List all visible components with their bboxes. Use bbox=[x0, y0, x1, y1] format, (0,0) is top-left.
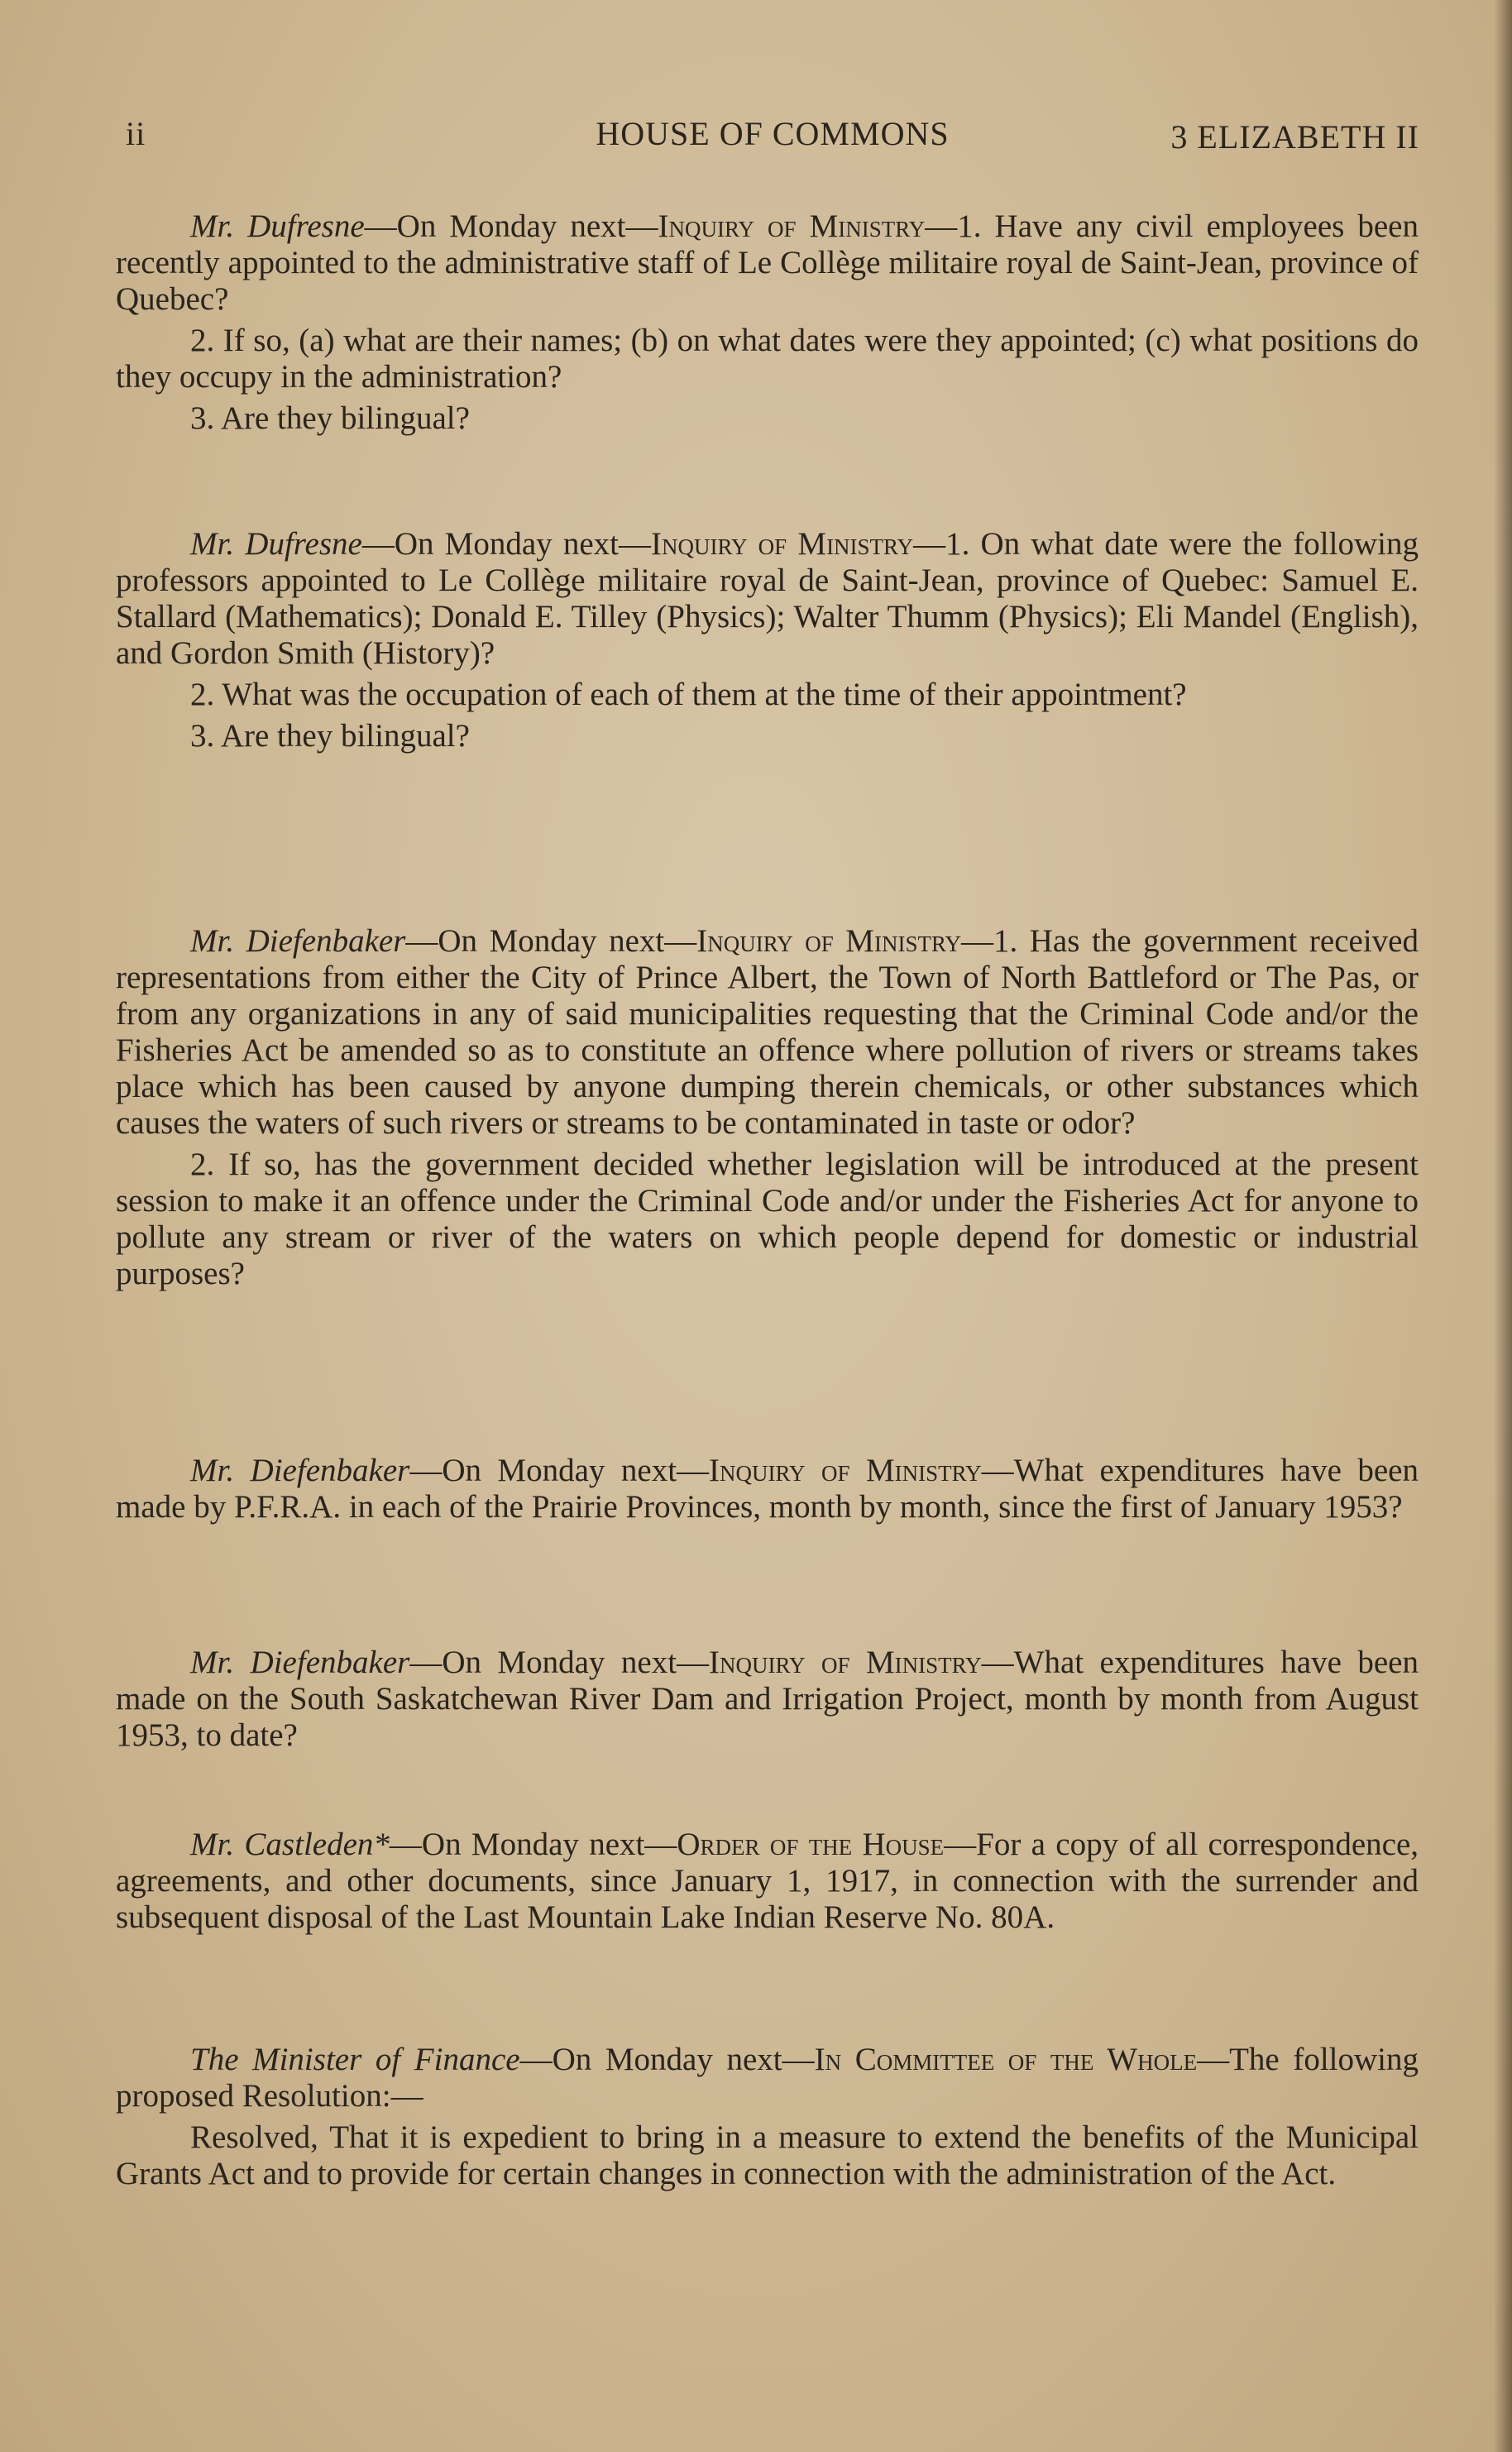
notice-lead-paragraph bbox=[116, 1827, 1419, 1936]
notice-text: —1. Has the government received representations from either the City of Prince Albert, the Town of North Battleford or The Pas, or from any organizations in any of said municipalities requesting that the Criminal Code and/or the Fisheries Act be amended so as to constitute an offence where pollution of rivers or streams takes place which has been caused by anyone dumping therein chemicals, or other substances which causes the waters of such rivers or streams to be contaminated in taste or odor? bbox=[116, 923, 1419, 1141]
notice-paragraph: 2. If so, (a) what are their names; (b) on what dates were they appointed; (c) what positions do they occupy in the administration? bbox=[116, 323, 1419, 395]
notice-kind: Order of the House bbox=[677, 1827, 945, 1862]
member-name: Mr. Dufresne bbox=[190, 526, 362, 562]
member-name: Mr. Castleden* bbox=[190, 1827, 390, 1862]
member-name: Mr. Diefenbaker bbox=[190, 923, 406, 959]
notice-text: —What expenditures have been made by P.F.R.A. in each of the Prairie Provinces, month by month, since the first of January 1953? bbox=[116, 1453, 1419, 1525]
page-number: ii bbox=[126, 115, 146, 152]
notice-when: —On Monday next— bbox=[361, 526, 651, 562]
notice-when: —On Monday next— bbox=[389, 1827, 677, 1862]
notice-paragraph: Resolved, That it is expedient to bring in a measure to extend the benefits of the Municipal Grants Act and to provide for certain changes in connection with the administration of the Act. bbox=[116, 2119, 1419, 2191]
notice-entry bbox=[116, 923, 1419, 1297]
notice-paragraph: 3. Are they bilingual? bbox=[190, 718, 470, 754]
notice-lead-paragraph bbox=[116, 1645, 1419, 1754]
notice-lead-paragraph bbox=[116, 923, 1419, 1142]
page-header bbox=[126, 114, 1419, 164]
member-name: The Minister of Finance bbox=[190, 2042, 520, 2077]
notice-entry bbox=[116, 1453, 1419, 1530]
notice-when: —On Monday next— bbox=[364, 208, 658, 244]
notice-kind: Inquiry of Ministry bbox=[709, 1453, 982, 1488]
header-session: 3 ELIZABETH II bbox=[1170, 118, 1419, 156]
notice-lead-paragraph bbox=[116, 2042, 1419, 2114]
notice-when: —On Monday next— bbox=[405, 923, 697, 959]
notice-text: —1. Have any civil employees been recently appointed to the administrative staff of Le Collège militaire royal de Saint-Jean, province of Quebec? bbox=[116, 208, 1419, 317]
notice-kind: Inquiry of Ministry bbox=[651, 526, 914, 562]
notice-kind: Inquiry of Ministry bbox=[658, 208, 926, 244]
notice-paragraph: 2. If so, has the government decided whether legislation will be introduced at the present session to make it an offence under the Criminal Code and/or under the Fisheries Act for anyone to pollute any stream or river of the waters on which people depend for domestic or industrial purposes? bbox=[116, 1147, 1419, 1291]
notice-text: —What expenditures have been made on the South Saskatchewan River Dam and Irrigation Project, month by month from August 1953, to date? bbox=[116, 1645, 1419, 1753]
notice-when: —On Monday next— bbox=[409, 1453, 710, 1488]
member-name: Mr. Dufresne bbox=[190, 208, 365, 244]
member-name: Mr. Diefenbaker bbox=[190, 1453, 410, 1488]
notice-entry bbox=[116, 526, 1419, 759]
notice-text: —The following proposed Resolution:— bbox=[116, 2042, 1419, 2114]
notice-entry bbox=[116, 208, 1419, 442]
notice-lead-paragraph bbox=[116, 208, 1419, 318]
page-edge-shadow bbox=[1494, 0, 1512, 2452]
notice-kind: Inquiry of Ministry bbox=[709, 1645, 982, 1680]
notice-kind: Inquiry of Ministry bbox=[696, 923, 961, 959]
notice-entry bbox=[116, 1645, 1419, 1759]
notice-entry bbox=[116, 2042, 1419, 2197]
notice-text: —For a copy of all correspondence, agreements, and other documents, since January 1, 1917, in connection with the surrender and subsequent disposal of the Last Mountain Lake Indian Reserve No. 80A. bbox=[116, 1827, 1419, 1935]
notice-paragraph: 2. What was the occupation of each of them at the time of their appointment? bbox=[190, 677, 1187, 712]
notice-lead-paragraph bbox=[116, 526, 1419, 672]
member-name: Mr. Diefenbaker bbox=[190, 1645, 410, 1680]
notice-lead-paragraph bbox=[116, 1453, 1419, 1525]
header-title: HOUSE OF COMMONS bbox=[596, 115, 950, 152]
notice-entry bbox=[116, 1827, 1419, 1941]
notice-when: —On Monday next— bbox=[409, 1645, 710, 1680]
notice-text: —1. On what date were the following professors appointed to Le Collège militaire royal de Saint-Jean, province of Quebec: Samuel E. Stallard (Mathematics); Donald E. Tilley (Physics); Walter Thumm (Physics); Eli Mandel (English), and Gordon Smith (History)? bbox=[116, 526, 1419, 671]
notice-when: —On Monday next— bbox=[519, 2042, 815, 2077]
notice-kind: In Committee of the Whole bbox=[814, 2042, 1198, 2077]
notice-paragraph: 3. Are they bilingual? bbox=[190, 400, 470, 436]
